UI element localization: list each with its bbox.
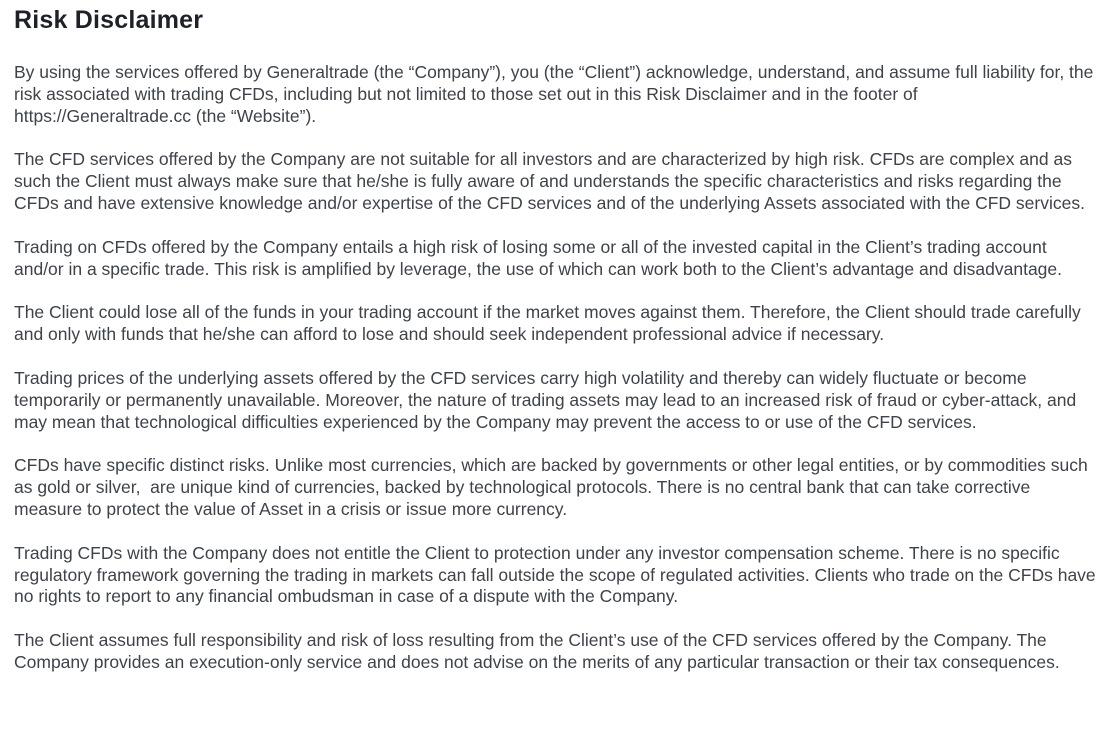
disclaimer-paragraph-5: Trading prices of the underlying assets offered by the CFD services carry high volatility and thereby can widely fluctuate or become temporarily or permanently unavailable. Moreover, the nature of trading assets may lead to an increased risk of fraud or cyber-attack, and may mean that technological difficulties experienced by the Company may prevent the access to or use of the CFD services.	[14, 367, 1082, 432]
page-title: Risk Disclaimer	[14, 6, 204, 34]
disclaimer-paragraph-8: The Client assumes full responsibility and risk of loss resulting from the Client’s use of the CFD services offered by the Company. The Company provides an execution-only service and does not advise on the merits of any particular transaction or their tax consequences.	[14, 630, 1060, 672]
disclaimer-paragraph-6: CFDs have specific distinct risks. Unlike most currencies, which are backed by governments or other legal entities, or by commodities such as gold or silver, are unique kind of currencies, backed by technological protocols. There is no central bank that can take corrective measure to protect the value of Asset in a crisis or issue more currency.	[14, 455, 1093, 519]
disclaimer-paragraph-4: The Client could lose all of the funds in your trading account if the market moves against them. Therefore, the Client should trade carefully and only with funds that he/she can afford to lose and should seek independent professional advice if necessary.	[14, 302, 1086, 345]
disclaimer-paragraph-7: Trading CFDs with the Company does not entitle the Client to protection under any investor compensation scheme. There is no specific regulatory framework governing the trading in markets can fall outside the scope of regulated activities. Clients who trade on the CFDs have no rights to report to any financial ombudsman in case of a dispute with the Company.	[14, 542, 1101, 607]
disclaimer-paragraph-1: By using the services offered by Generaltrade (the “Company”), you (the “Client”) acknowledge, understand, and assume full liability for, the risk associated with trading CFDs, including but not limited to those set out in this Risk Disclaimer and in the footer of https://Generaltrade.cc (the “Website”).	[14, 62, 1099, 126]
disclaimer-paragraph-2: The CFD services offered by the Company are not suitable for all investors and are characterized by high risk. CFDs are complex and as such the Client must always make sure that he/she is fully aware of and understands the specific characteristics and risks regarding the CFDs and have extensive knowledge and/or expertise of the CFD services and of the underlying Assets associated with the CFD services.	[14, 149, 1085, 213]
disclaimer-paragraph-3: Trading on CFDs offered by the Company entails a high risk of losing some or all of the invested capital in the Client’s trading account and/or in a specific trade. This risk is amplified by leverage, the use of which can work both to the Client’s advantage and disadvantage.	[14, 236, 1063, 279]
